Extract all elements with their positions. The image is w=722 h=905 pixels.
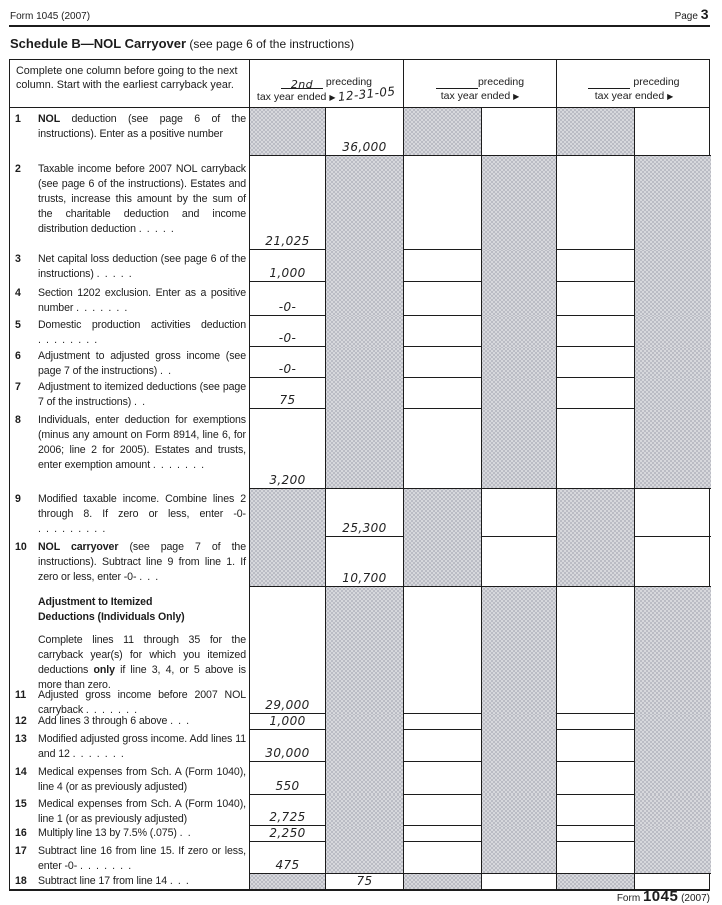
- entry-cell[interactable]: [634, 537, 711, 587]
- shaded-cell: [634, 687, 711, 714]
- line-number: 6: [15, 350, 21, 362]
- entry-cell[interactable]: [325, 108, 403, 156]
- shaded-cell: [634, 795, 711, 826]
- line-number: 2: [15, 163, 21, 175]
- table-row-line-17: [10, 842, 709, 874]
- entry-cell[interactable]: [556, 316, 634, 347]
- entry-cell[interactable]: [481, 108, 556, 156]
- entry-cell[interactable]: [556, 347, 634, 378]
- line-label: Subtract line 16 from line 15. If zero or less, enter -0- . . . . . . .: [38, 845, 246, 872]
- shaded-cell: [481, 409, 556, 489]
- footer-form-reference: Form 1045 (2007): [616, 888, 710, 905]
- entry-cell[interactable]: [556, 282, 634, 316]
- entry-value: 2,725: [269, 810, 306, 824]
- shaded-cell: [325, 316, 403, 347]
- shaded-cell: [481, 316, 556, 347]
- table-row-line-9: [10, 489, 709, 537]
- shaded-cell: [325, 687, 403, 714]
- line-label: Individuals, enter deduction for exemptions (minus any amount on Form 8914, line 6, for 2006; line 2 for 2005). Estates and trusts, enter exemption amount . . . . . . .: [38, 414, 246, 471]
- line-number: 16: [15, 827, 27, 839]
- entry-cell[interactable]: [250, 714, 325, 730]
- entry-cell[interactable]: [403, 826, 481, 842]
- entry-value: 2,250: [269, 826, 306, 840]
- shaded-cell: [634, 250, 711, 282]
- entry-cell[interactable]: [403, 316, 481, 347]
- shaded-cell: [481, 730, 556, 762]
- handwritten-tax-year-date[interactable]: 12-31-05: [337, 84, 397, 104]
- shaded-cell: [481, 687, 556, 714]
- entry-cell[interactable]: [556, 714, 634, 730]
- shaded-cell: [634, 826, 711, 842]
- shaded-cell: [634, 378, 711, 409]
- entry-cell[interactable]: [250, 156, 325, 250]
- line-label: Adjusted gross income before 2007 NOL carryback . . . . . . .: [38, 689, 246, 716]
- table-row-line-13: [10, 730, 709, 762]
- table-row-line-7: [10, 378, 709, 409]
- line-number: 13: [15, 733, 27, 745]
- shaded-cell: [250, 874, 325, 889]
- table-row-line-5: [10, 316, 709, 347]
- line-number: 18: [15, 875, 27, 887]
- entry-cell[interactable]: [634, 489, 711, 537]
- entry-cell[interactable]: [250, 842, 325, 874]
- entry-cell[interactable]: [556, 730, 634, 762]
- page-number: Page 3: [674, 6, 709, 22]
- schedule-title: Schedule B—NOL Carryover (see page 6 of the instructions): [10, 36, 355, 51]
- shaded-cell: [556, 108, 634, 156]
- line-label: Add lines 3 through 6 above . . .: [38, 715, 189, 727]
- entry-cell[interactable]: [403, 687, 481, 714]
- shaded-cell: [325, 714, 403, 730]
- shaded-cell: [556, 874, 634, 889]
- line-label: Section 1202 exclusion. Enter as a positive number . . . . . . .: [38, 287, 246, 314]
- entry-value: 475: [275, 858, 300, 872]
- line-label: NOL deduction (see page 6 of the instructions). Enter as a positive number: [38, 113, 246, 140]
- table-row-section-heading: [10, 587, 709, 691]
- line-number: 9: [15, 493, 21, 505]
- table-row-line-3: [10, 250, 709, 282]
- shaded-cell: [481, 826, 556, 842]
- entry-cell: [403, 587, 481, 687]
- table-header-row: [10, 60, 709, 108]
- entry-cell[interactable]: [250, 250, 325, 282]
- entry-value: -0-: [278, 331, 297, 345]
- entry-cell[interactable]: [556, 409, 634, 489]
- arrow-icon: ▶: [329, 93, 336, 102]
- shaded-cell: [325, 250, 403, 282]
- page-top-bar: [9, 0, 710, 27]
- table-row-line-10: [10, 537, 709, 587]
- entry-cell[interactable]: [250, 316, 325, 347]
- line-label: Multiply line 13 by 7.5% (.075) . .: [38, 827, 191, 839]
- entry-cell[interactable]: [325, 537, 403, 587]
- shaded-cell: [634, 156, 711, 250]
- shaded-cell: [481, 378, 556, 409]
- line-label: Modified adjusted gross income. Add lines 11 and 12 . . . . . . .: [38, 733, 246, 760]
- entry-cell[interactable]: [250, 826, 325, 842]
- entry-value: 25,300: [342, 521, 387, 535]
- shaded-cell: [325, 842, 403, 874]
- entry-cell[interactable]: [556, 826, 634, 842]
- entry-cell[interactable]: [556, 842, 634, 874]
- entry-value: -0-: [278, 300, 297, 314]
- form-reference: Form 1045 (2007): [10, 11, 91, 22]
- line-number: 12: [15, 715, 27, 727]
- line-number: 17: [15, 845, 27, 857]
- ordinal-blank-field[interactable]: [281, 77, 323, 89]
- table-row-line-18: [10, 874, 709, 889]
- entry-cell[interactable]: [250, 795, 325, 826]
- entry-cell[interactable]: [403, 156, 481, 250]
- table-row-line-14: [10, 762, 709, 795]
- shaded-cell: [325, 282, 403, 316]
- entry-cell[interactable]: [250, 282, 325, 316]
- shaded-cell: [481, 250, 556, 282]
- table-row-line-16: [10, 826, 709, 842]
- shaded-cell: [481, 282, 556, 316]
- shaded-cell: [481, 762, 556, 795]
- table-row-line-12: [10, 714, 709, 730]
- shaded-cell: [481, 587, 556, 687]
- shaded-cell: [250, 108, 325, 156]
- entry-cell[interactable]: [325, 874, 403, 889]
- line-label: Adjustment to itemized deductions (see page 7 of the instructions) . .: [38, 381, 246, 408]
- ordinal-blank-field[interactable]: [588, 77, 630, 89]
- line-label: Modified taxable income. Combine lines 2 through 8. If zero or less, enter -0- . . . . . . . . .: [38, 493, 246, 535]
- shaded-cell: [634, 842, 711, 874]
- entry-cell[interactable]: [250, 409, 325, 489]
- table-row-line-1: [10, 108, 709, 156]
- entry-cell[interactable]: [403, 795, 481, 826]
- line-number: 14: [15, 766, 27, 778]
- shaded-cell: [481, 842, 556, 874]
- line-label: Net capital loss deduction (see page 6 of the instructions) . . . . .: [38, 253, 246, 280]
- entry-value: 36,000: [342, 140, 387, 154]
- shaded-cell: [325, 156, 403, 250]
- entry-cell[interactable]: [556, 687, 634, 714]
- shaded-cell: [634, 714, 711, 730]
- shaded-cell: [325, 587, 403, 687]
- arrow-icon: ▶: [513, 92, 520, 101]
- entry-cell[interactable]: [403, 250, 481, 282]
- entry-value: 1,000: [269, 266, 306, 280]
- entry-cell[interactable]: [634, 874, 711, 889]
- schedule-b-table: [9, 59, 710, 891]
- line-label: Taxable income before 2007 NOL carryback (see page 6 of the instructions). Estates and trusts, increase this amount by the sum of the charitable deduction and income distribution deduction . . . . .: [38, 163, 246, 235]
- entry-cell[interactable]: [403, 347, 481, 378]
- shaded-cell: [481, 156, 556, 250]
- entry-value: 3,200: [269, 473, 306, 487]
- instruction-header-cell: Complete one column before going to the next column. Start with the earliest carryback year.: [10, 60, 250, 107]
- line-label: Adjustment to adjusted gross income (see page 7 of the instructions) . .: [38, 350, 246, 377]
- shaded-cell: [403, 537, 481, 587]
- entry-cell[interactable]: [556, 795, 634, 826]
- entry-cell[interactable]: [634, 108, 711, 156]
- entry-cell[interactable]: [250, 378, 325, 409]
- entry-value: -0-: [278, 362, 297, 376]
- table-row-line-2: [10, 156, 709, 250]
- shaded-cell: [403, 489, 481, 537]
- entry-cell[interactable]: [481, 874, 556, 889]
- shaded-cell: [250, 537, 325, 587]
- shaded-cell: [325, 378, 403, 409]
- line-number: 5: [15, 319, 21, 331]
- shaded-cell: [325, 826, 403, 842]
- table-row-line-6: [10, 347, 709, 378]
- handwritten-ordinal: 2nd: [290, 78, 314, 91]
- entry-value: 10,700: [342, 571, 387, 585]
- shaded-cell: [325, 795, 403, 826]
- entry-value: 550: [275, 779, 300, 793]
- shaded-cell: [403, 874, 481, 889]
- line-label: NOL carryover (see page 7 of the instructions). Subtract line 9 from line 1. If zero or less, enter -0- . . .: [38, 541, 246, 583]
- entry-value: 75: [279, 393, 296, 407]
- entry-cell[interactable]: [556, 156, 634, 250]
- entry-value: 21,025: [265, 234, 310, 248]
- entry-cell[interactable]: [250, 687, 325, 714]
- line-number: 1: [15, 113, 21, 125]
- line-number: 8: [15, 414, 21, 426]
- entry-value: 75: [356, 874, 373, 888]
- line-label: Subtract line 17 from line 14 . . .: [38, 875, 189, 887]
- entry-cell[interactable]: [250, 347, 325, 378]
- entry-cell[interactable]: [403, 730, 481, 762]
- entry-cell[interactable]: [481, 489, 556, 537]
- line-label: Medical expenses from Sch. A (Form 1040), line 4 (or as previously adjusted): [38, 766, 246, 793]
- entry-cell[interactable]: [250, 730, 325, 762]
- entry-value: 1,000: [269, 714, 306, 728]
- entry-value: 29,000: [265, 698, 310, 712]
- entry-cell[interactable]: [556, 762, 634, 795]
- shaded-cell: [634, 316, 711, 347]
- line-number: 11: [15, 689, 27, 701]
- entry-cell[interactable]: [556, 250, 634, 282]
- section-paragraph: Complete lines 11 through 35 for the carryback year(s) for which you itemized deductions only if line 3, 4, or 5 above is more than zero.: [38, 634, 247, 691]
- entry-cell: [556, 587, 634, 687]
- line-label: Domestic production activities deduction . . . . . . . .: [38, 319, 246, 346]
- shaded-cell: [634, 587, 711, 687]
- table-row-line-11: [10, 687, 709, 714]
- shaded-cell: [556, 489, 634, 537]
- entry-cell[interactable]: [556, 378, 634, 409]
- arrow-icon: ▶: [667, 92, 674, 101]
- shaded-cell: [481, 347, 556, 378]
- line-number: 7: [15, 381, 21, 393]
- entry-cell[interactable]: [403, 714, 481, 730]
- shaded-cell: [634, 347, 711, 378]
- shaded-cell: [325, 730, 403, 762]
- table-row-line-4: [10, 282, 709, 316]
- shaded-cell: [481, 795, 556, 826]
- shaded-cell: [403, 108, 481, 156]
- line-number: 3: [15, 253, 21, 265]
- column-header-preceding-3: preceding tax year ended ▶: [556, 60, 711, 107]
- line-number: 15: [15, 798, 27, 810]
- shaded-cell: [634, 730, 711, 762]
- shaded-cell: [634, 282, 711, 316]
- shaded-cell: [325, 762, 403, 795]
- entry-cell[interactable]: [403, 409, 481, 489]
- line-number: 4: [15, 287, 21, 299]
- line-label: Medical expenses from Sch. A (Form 1040), line 1 (or as previously adjusted): [38, 798, 246, 825]
- ordinal-blank-field[interactable]: [436, 77, 478, 89]
- table-row-line-8: [10, 409, 709, 489]
- shaded-cell: [325, 347, 403, 378]
- table-row-line-15: [10, 795, 709, 826]
- entry-cell[interactable]: [325, 489, 403, 537]
- entry-cell: [250, 587, 325, 687]
- entry-cell[interactable]: [403, 282, 481, 316]
- entry-cell[interactable]: [403, 762, 481, 795]
- entry-cell[interactable]: [403, 842, 481, 874]
- entry-cell[interactable]: [250, 762, 325, 795]
- shaded-cell: [250, 489, 325, 537]
- entry-cell[interactable]: [481, 537, 556, 587]
- shaded-cell: [634, 762, 711, 795]
- column-header-2nd-preceding: 2nd preceding tax year ended ▶ 12-31-05: [256, 76, 397, 104]
- shaded-cell: [481, 714, 556, 730]
- shaded-cell: [325, 409, 403, 489]
- entry-value: 30,000: [265, 746, 310, 760]
- column-header-preceding-2: preceding tax year ended ▶: [403, 60, 556, 107]
- section-heading: Adjustment to Itemized Deductions (Individuals Only): [38, 596, 185, 623]
- shaded-cell: [634, 409, 711, 489]
- shaded-cell: [556, 537, 634, 587]
- entry-cell[interactable]: [403, 378, 481, 409]
- line-number: 10: [15, 541, 27, 553]
